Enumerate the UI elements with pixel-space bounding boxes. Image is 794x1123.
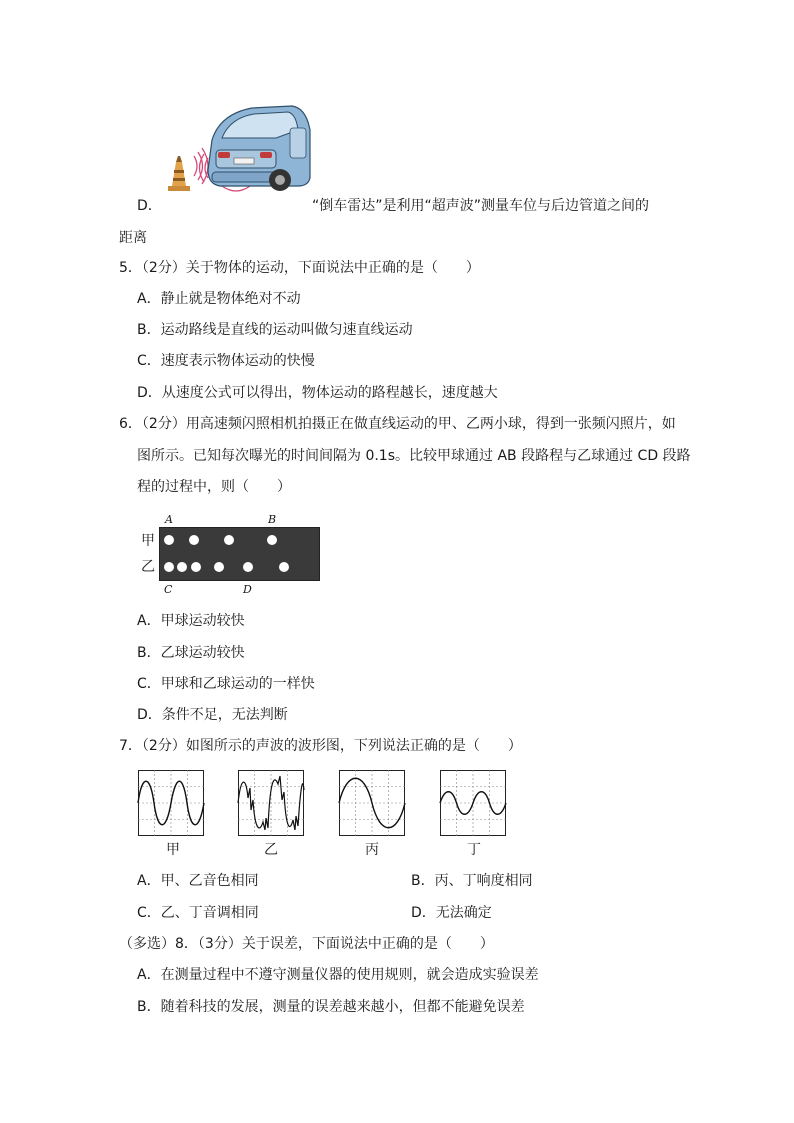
q6-stem-line-1: 6．（2分）用高速频闪照相机拍摄正在做直线运动的甲、乙两小球，得到一张频闪照片，如 bbox=[119, 416, 676, 432]
q5-option-b: B．运动路线是直线的运动叫做匀速直线运动 bbox=[137, 322, 413, 338]
q5-option-d: D．从速度公式可以得出，物体运动的路程越长，速度越大 bbox=[137, 385, 498, 401]
strobe-row-yi: 乙 bbox=[141, 559, 155, 575]
reversing-radar-car-image bbox=[160, 100, 312, 198]
wave-label-ding: 丁 bbox=[467, 842, 481, 858]
ball-jia-2 bbox=[189, 535, 199, 545]
q6-option-b: B．乙球运动较快 bbox=[137, 645, 245, 661]
strobe-label-d: D bbox=[243, 583, 252, 596]
q6-stem-line-3: 程的过程中，则（ ） bbox=[137, 479, 291, 495]
q7-option-a: A．甲、乙音色相同 bbox=[137, 873, 259, 889]
strobe-label-c: C bbox=[164, 583, 173, 596]
wave-label-bing: 丙 bbox=[365, 842, 379, 858]
ball-yi-3 bbox=[191, 562, 201, 572]
q6-option-a: A．甲球运动较快 bbox=[137, 613, 245, 629]
ball-jia-3 bbox=[224, 535, 234, 545]
q5-option-c: C．速度表示物体运动的快慢 bbox=[137, 353, 315, 369]
wave-label-jia: 甲 bbox=[166, 842, 180, 858]
ball-yi-6 bbox=[279, 562, 289, 572]
strobe-label-b: B bbox=[268, 513, 277, 526]
q7-option-d: D．无法确定 bbox=[411, 905, 492, 921]
ball-yi-4 bbox=[214, 562, 224, 572]
q5-option-a: A．静止就是物体绝对不动 bbox=[137, 291, 301, 307]
q6-stem-line-2: 图所示。已知每次曝光的时间间隔为 0.1s。比较甲球通过 AB 段路程与乙球通过 CD 段路 bbox=[137, 448, 691, 464]
ball-yi-5 bbox=[243, 562, 253, 572]
ball-yi-2 bbox=[177, 562, 187, 572]
waveform-ding bbox=[440, 770, 506, 836]
waveform-yi bbox=[238, 770, 304, 836]
q8-option-a: A．在测量过程中不遵守测量仪器的使用规则，就会造成实验误差 bbox=[137, 967, 539, 983]
strobe-label-a: A bbox=[165, 513, 173, 526]
ball-jia-1 bbox=[164, 535, 174, 545]
q8-option-b: B．随着科技的发展，测量的误差越来越小，但都不能避免误差 bbox=[137, 999, 525, 1015]
q4-option-d-label: D． bbox=[137, 198, 162, 214]
q6-option-d: D．条件不足，无法判断 bbox=[137, 707, 288, 723]
q8-stem: （多选）8．（3分）关于误差，下面说法中正确的是（ ） bbox=[119, 936, 494, 952]
traffic-cone-icon bbox=[168, 156, 190, 191]
q5-stem: 5．（2分）关于物体的运动，下面说法中正确的是（ ） bbox=[119, 260, 480, 276]
q6-option-c: C．甲球和乙球运动的一样快 bbox=[137, 676, 315, 692]
q7-option-c: C．乙、丁音调相同 bbox=[137, 905, 259, 921]
q7-option-b: B．丙、丁响度相同 bbox=[411, 873, 533, 889]
ball-yi-1 bbox=[164, 562, 174, 572]
waveform-bing bbox=[339, 770, 405, 836]
q4-option-d-continuation: 距离 bbox=[119, 230, 147, 246]
strobe-photo bbox=[159, 527, 320, 581]
q7-stem: 7．（2分）如图所示的声波的波形图，下列说法正确的是（ ） bbox=[119, 738, 522, 754]
ball-jia-4 bbox=[267, 535, 277, 545]
q4-option-d-text: “倒车雷达”是利用“超声波”测量车位与后边管道之间的 bbox=[312, 198, 650, 214]
waveform-jia bbox=[138, 770, 204, 836]
strobe-row-jia: 甲 bbox=[141, 533, 155, 549]
wave-label-yi: 乙 bbox=[264, 842, 278, 858]
